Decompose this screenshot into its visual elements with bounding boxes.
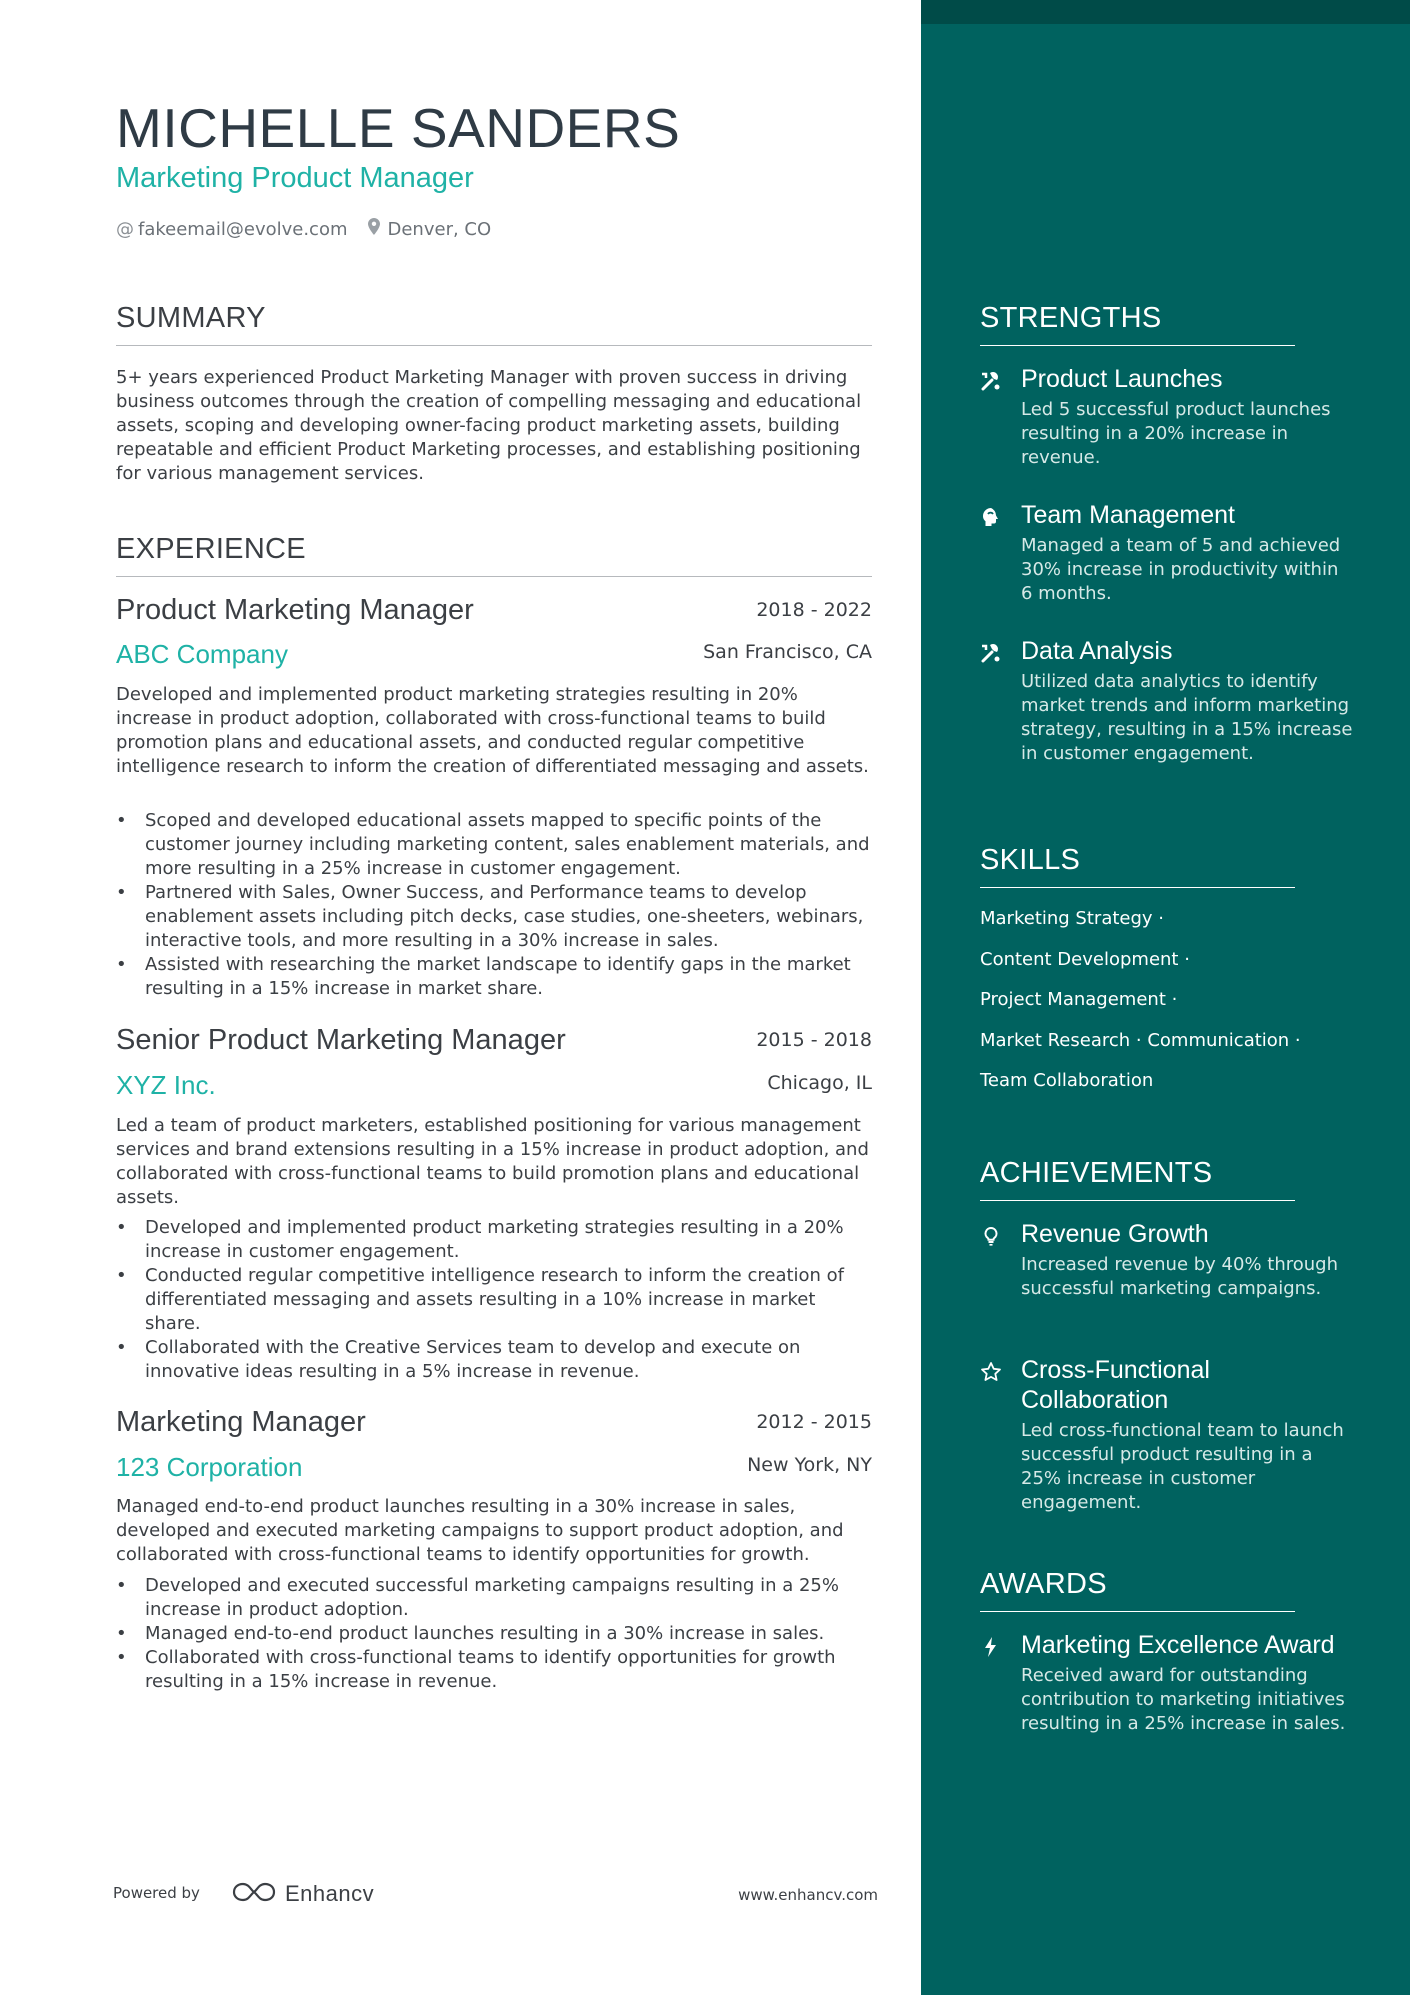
strength-text: Led 5 successful product launches resulting in a 20% increase in revenue. — [1021, 399, 1331, 468]
footer — [113, 1880, 878, 1910]
strengths-heading: STRENGTHS — [980, 302, 1295, 346]
strength-item — [980, 364, 1355, 470]
skills-list — [980, 907, 1355, 1110]
award-title: Marketing Excellence Award — [1021, 1631, 1335, 1659]
job-description: Managed end-to-end product launches resulting in a 30% increase in sales, developed and executed marketing campaigns to support product adoption, and collaborated with cross-functional teams to identify opportunities for growth. — [116, 1496, 844, 1565]
star-icon — [980, 1361, 1002, 1383]
summary-text: 5+ years experienced Product Marketing Manager with proven success in driving business outcomes through the creation of compelling messaging and educational assets, scoping and developing owner-facing product marketing assets, building repeatable and efficient Product Marketing processes, and establishing positioning for various management services. — [116, 367, 862, 484]
company-name: XYZ Inc. — [116, 1070, 216, 1100]
award-text: Received award for outstanding contribution to marketing initiatives resulting in a 25% increase in sales. — [1021, 1665, 1346, 1734]
job-location: New York, NY — [747, 1454, 872, 1476]
strength-text: Utilized data analytics to identify market trends and inform marketing strategy, resulting in a 15% increase in customer engagement. — [1021, 671, 1353, 764]
job-location: Chicago, IL — [767, 1072, 872, 1094]
achievement-item — [980, 1219, 1355, 1301]
achievement-item — [980, 1355, 1355, 1515]
achievement-title: Revenue Growth — [1021, 1220, 1209, 1248]
lightning-icon — [980, 1636, 1002, 1658]
achievement-text: Led cross-functional team to launch successful product resulting in a 25% increase in customer engagement. — [1021, 1420, 1344, 1513]
list-item: • Managed end-to-end product launches resulting in a 30% increase in sales. — [116, 1623, 825, 1644]
list-item: • Scoped and developed educational assets mapped to specific points of the customer journey including marketing content, sales enablement materials, and more resulting in a 25% increase in customer engagement. — [116, 810, 870, 879]
list-item: • Collaborated with the Creative Services team to develop and execute on innovative ideas resulting in a 5% increase in revenue. — [116, 1337, 801, 1382]
experience-heading: EXPERIENCE — [116, 533, 872, 577]
job-description: Developed and implemented product marketing strategies resulting in 20% increase in product adoption, collaborated with cross-functional teams to build promotion plans and educational assets, and conducted regular competitive intelligence research to inform the creation of differentiated messaging and assets. — [116, 684, 869, 777]
achievement-text: Increased revenue by 40% through successful marketing campaigns. — [1021, 1254, 1338, 1299]
job-bullets — [116, 809, 872, 1001]
skill-tag: Market Research · Communication · — [980, 1029, 1301, 1051]
sidebar — [921, 0, 1410, 1995]
brain-icon — [980, 506, 1002, 528]
job-dates: 2012 - 2015 — [756, 1411, 872, 1433]
strength-text: Managed a team of 5 and achieved 30% increase in productivity within 6 months. — [1021, 535, 1341, 604]
strength-title: Product Launches — [1021, 365, 1223, 393]
job-dates: 2015 - 2018 — [756, 1029, 872, 1051]
location: Denver, CO — [387, 218, 492, 240]
powered-by-label: Powered by — [113, 1884, 200, 1902]
awards-heading: AWARDS — [980, 1568, 1295, 1612]
list-item: • Collaborated with cross-functional teams to identify opportunities for growth resulting in a 15% increase in revenue. — [116, 1647, 836, 1692]
summary-heading: SUMMARY — [116, 302, 872, 346]
list-item: • Partnered with Sales, Owner Success, and Performance teams to develop enablement assets including pitch decks, case studies, one-sheeters, webinars, interactive tools, and more resulting in a 30% increase in sales. — [116, 882, 864, 951]
website-link[interactable]: www.enhancv.com — [738, 1886, 878, 1904]
list-item: • Assisted with researching the market landscape to identify gaps in the market resulting in a 15% increase in market share. — [116, 954, 851, 999]
location-pin-icon — [368, 218, 380, 240]
email[interactable]: fakeemail@evolve.com — [138, 218, 348, 240]
job-description: Led a team of product marketers, established positioning for various management services and brand extensions resulting in a 15% increase in product adoption, and collaborated with cross-functional teams to build promotion plans and educational assets. — [116, 1115, 869, 1208]
enhancv-logo[interactable] — [231, 1880, 374, 1908]
skill-tag: Team Collaboration — [980, 1070, 1154, 1091]
job-title: Senior Product Marketing Manager — [116, 1024, 566, 1056]
skill-tag: Project Management · — [980, 989, 1178, 1010]
company-name: 123 Corporation — [116, 1452, 303, 1482]
skills-heading: SKILLS — [980, 844, 1295, 888]
job-bullets — [116, 1574, 872, 1694]
award-item — [980, 1630, 1355, 1736]
tools-icon — [980, 370, 1002, 392]
tools-icon — [980, 642, 1002, 664]
job-dates: 2018 - 2022 — [756, 599, 872, 621]
skill-tag: Content Development · — [980, 948, 1190, 970]
candidate-name: MICHELLE SANDERS — [116, 97, 681, 159]
achievements-heading: ACHIEVEMENTS — [980, 1157, 1295, 1201]
candidate-title: Marketing Product Manager — [116, 162, 474, 194]
contact-info — [116, 218, 491, 240]
job-title: Product Marketing Manager — [116, 594, 474, 626]
job-title: Marketing Manager — [116, 1406, 366, 1438]
job-bullets — [116, 1216, 872, 1384]
list-item: • Conducted regular competitive intelligence research to inform the creation of differentiated messaging and assets resulting in a 10% increase in market share. — [116, 1265, 845, 1334]
strength-title: Team Management — [1021, 501, 1236, 529]
company-name: ABC Company — [116, 639, 288, 669]
lightbulb-icon — [980, 1225, 1002, 1247]
strength-title: Data Analysis — [1021, 637, 1173, 665]
strength-item — [980, 636, 1355, 766]
sidebar-top-band — [921, 0, 1410, 24]
job-location: San Francisco, CA — [703, 641, 872, 663]
achievement-title: Cross-Functional Collaboration — [1021, 1356, 1210, 1414]
strength-item — [980, 500, 1355, 606]
enhancv-logo-icon — [231, 1880, 277, 1908]
list-item: • Developed and implemented product marketing strategies resulting in a 20% increase in customer engagement. — [116, 1217, 844, 1262]
list-item: • Developed and executed successful marketing campaigns resulting in a 25% increase in product adoption. — [116, 1575, 839, 1620]
skill-tag: Marketing Strategy · — [980, 908, 1164, 929]
enhancv-brand: Enhancv — [285, 1881, 375, 1906]
at-icon: @ — [116, 218, 134, 240]
